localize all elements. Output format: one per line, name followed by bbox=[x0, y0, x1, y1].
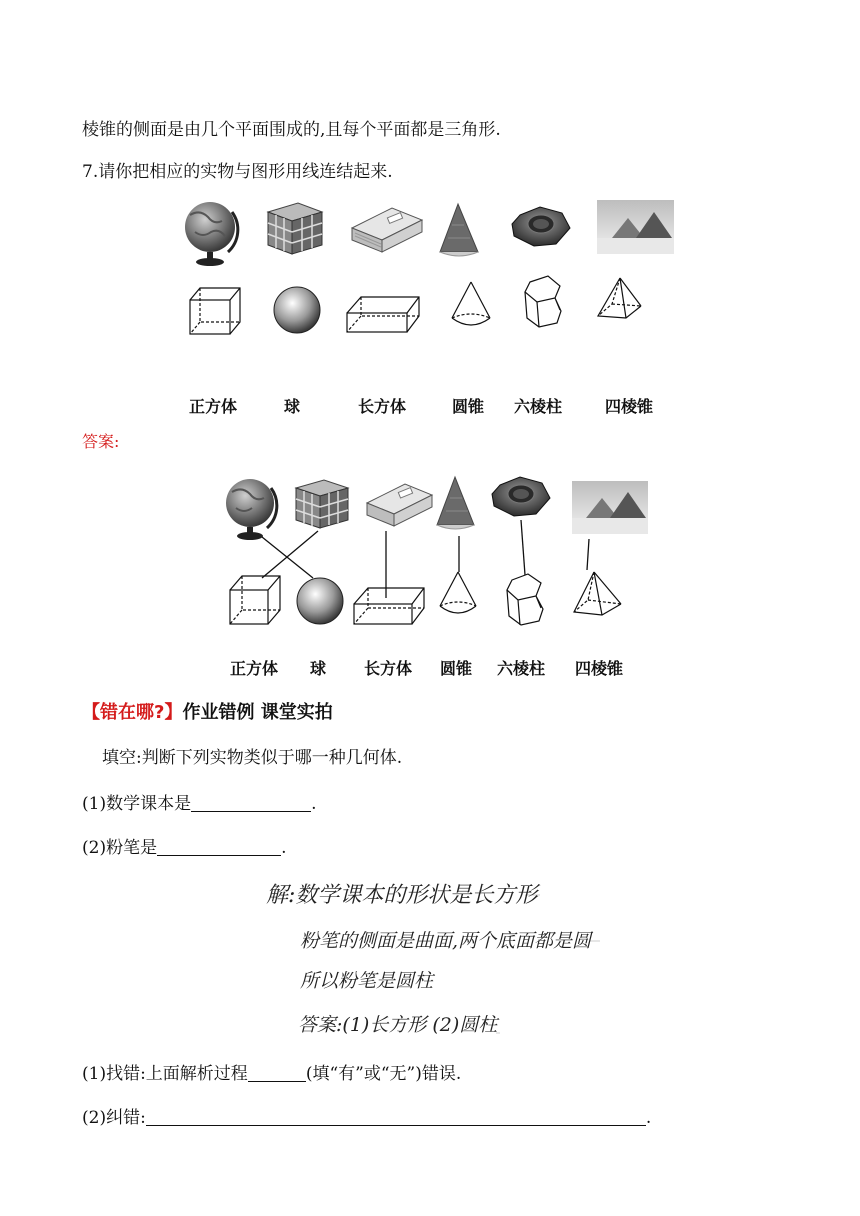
cuboid-shape bbox=[347, 297, 419, 332]
shape-label-square-pyramid: 四棱锥 bbox=[604, 397, 653, 416]
cube-shape bbox=[190, 288, 240, 334]
handwriting-line-1: 解:数学课本的形状是长方形 bbox=[266, 883, 538, 908]
cone-object-image bbox=[440, 204, 478, 256]
hexagonal-prism-shape-answer bbox=[507, 574, 543, 625]
question-2-row bbox=[82, 836, 287, 860]
correct-error-blank[interactable] bbox=[146, 1107, 646, 1126]
shape-label-sphere: 球 bbox=[283, 397, 300, 416]
question-1-text: (1)数学课本是 bbox=[82, 794, 192, 814]
find-error-suffix: (填“有”或“无”)错误. bbox=[305, 1064, 462, 1084]
hex-nut-image bbox=[512, 207, 570, 246]
handwriting-underline-marks bbox=[496, 895, 600, 1033]
question-2-text: (2)粉笔是 bbox=[82, 838, 158, 858]
book-image-answer bbox=[367, 484, 432, 526]
period: . bbox=[311, 794, 317, 814]
square-pyramid-shape-answer bbox=[574, 572, 621, 615]
answer-blank-1[interactable] bbox=[191, 793, 311, 812]
answer-shape-label-cone: 圆锥 bbox=[439, 659, 472, 678]
period: . bbox=[281, 838, 287, 858]
shape-label-cone: 圆锥 bbox=[451, 397, 484, 416]
sphere-shape bbox=[274, 287, 320, 333]
handwriting-line-2: 粉笔的侧面是曲面,两个底面都是圆 bbox=[300, 930, 592, 952]
heading-rest: 作业错例 课堂实拍 bbox=[182, 702, 333, 723]
answer-shape-label-cube: 正方体 bbox=[229, 659, 278, 678]
shape-label-hexagonal-prism: 六棱柱 bbox=[513, 397, 562, 416]
hex-nut-image-answer bbox=[492, 477, 550, 516]
question-1-row bbox=[82, 792, 317, 816]
square-pyramid-shape bbox=[598, 278, 641, 318]
find-error-blank[interactable] bbox=[248, 1063, 306, 1082]
shape-label-cube: 正方体 bbox=[188, 397, 237, 416]
answer-shape-label-square-pyramid: 四棱锥 bbox=[574, 659, 623, 678]
answer-shape-label-cuboid: 长方体 bbox=[363, 659, 412, 678]
intro-line: 棱锥的侧面是由几个平面围成的,且每个平面都是三角形. bbox=[82, 120, 501, 140]
rubiks-cube-image bbox=[268, 203, 322, 254]
sphere-shape-answer bbox=[297, 578, 343, 624]
cube-shape-answer bbox=[230, 576, 280, 624]
period: . bbox=[645, 1108, 652, 1128]
answer-shape-label-sphere: 球 bbox=[309, 659, 326, 678]
fill-blank-prompt: 填空:判断下列实物类似于哪一种几何体. bbox=[102, 748, 403, 768]
cuboid-shape-answer bbox=[354, 588, 424, 624]
cone-shape bbox=[452, 282, 490, 325]
pyramids-photo-image bbox=[597, 200, 674, 254]
shape-label-cuboid: 长方体 bbox=[357, 397, 406, 416]
cone-shape-answer bbox=[440, 572, 476, 613]
find-error-row bbox=[82, 1062, 461, 1086]
error-section-heading bbox=[82, 700, 333, 726]
find-error-text: (1)找错:上面解析过程 bbox=[82, 1064, 248, 1084]
cone-object-image-answer bbox=[437, 477, 474, 529]
answer-shape-label-hexagonal-prism: 六棱柱 bbox=[496, 659, 545, 678]
globe-image bbox=[185, 202, 238, 266]
globe-image-answer bbox=[226, 479, 277, 540]
correct-error-text: (2)纠错: bbox=[82, 1108, 146, 1128]
question-7: 7.请你把相应的实物与图形用线连结起来. bbox=[82, 162, 393, 182]
handwriting-line-3: 所以粉笔是圆柱 bbox=[300, 970, 434, 992]
hexagonal-prism-shape bbox=[525, 276, 561, 327]
book-image bbox=[352, 208, 422, 252]
answer-blank-2[interactable] bbox=[157, 837, 281, 856]
correct-error-row bbox=[82, 1106, 651, 1130]
handwriting-line-4: 答案:(1)长方形 (2)圆柱 bbox=[298, 1014, 498, 1036]
answer-label: 答案: bbox=[82, 432, 120, 451]
heading-bracket: 【错在哪?】 bbox=[82, 702, 183, 723]
pyramids-photo-image-answer bbox=[572, 481, 648, 534]
rubiks-cube-image-answer bbox=[296, 480, 348, 528]
